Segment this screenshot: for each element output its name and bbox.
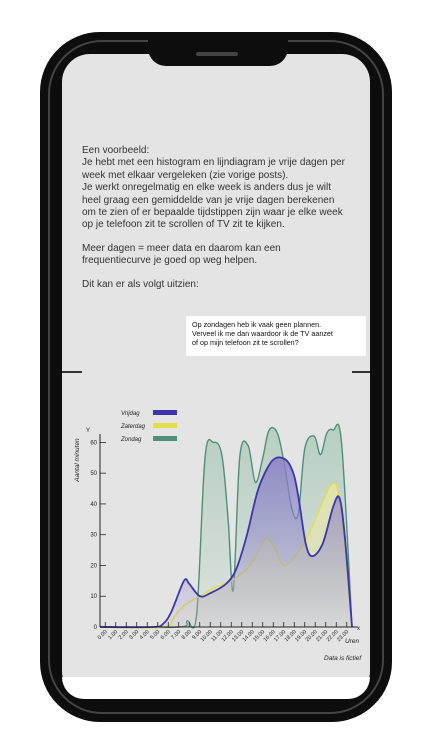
- post-paragraph-1: [82, 145, 364, 232]
- right-divider: [352, 371, 370, 373]
- x-tick-label: 21.00: [315, 629, 330, 644]
- x-tick-label: 16.00: [262, 629, 277, 644]
- y-tick-label: 30: [90, 532, 97, 539]
- y-tick-label: 40: [90, 501, 97, 508]
- x-tick-label: 22.00: [325, 629, 340, 644]
- legend: [120, 410, 177, 443]
- post-line: Je werkt onregelmatig en elke week is anders dus je wilt: [82, 182, 332, 194]
- x-tick-label: 3.00: [128, 629, 141, 641]
- x-tick-label: 13.00: [231, 629, 246, 644]
- tooltip-line: Op zondagen heb ik vaak geen plannen.: [192, 320, 322, 329]
- legend-label: Vrijdag: [121, 411, 140, 417]
- x-tick-label: 14.00: [241, 629, 256, 644]
- x-tick-label: 0.00: [96, 629, 109, 641]
- post-line: Meer dagen = meer data en daarom kan een: [82, 242, 281, 254]
- y-tick-label: 20: [90, 563, 97, 570]
- post-paragraph-3: [82, 279, 364, 291]
- x-tick-label: 15.00: [252, 629, 267, 644]
- post-line: week met elkaar vergeleken (zie vorige posts).: [82, 169, 289, 181]
- x-tick-label: 11.00: [210, 629, 225, 643]
- legend-swatch-vrijdag: [153, 410, 177, 415]
- post-text: [82, 145, 364, 302]
- post-line: Dit kan er als volgt uitzien:: [82, 278, 199, 290]
- x-tick-label: 8.00: [180, 629, 193, 641]
- legend-label: Zondag: [121, 437, 142, 443]
- post-line: op je telefoon zit te scrollen of TV zit te kijken.: [82, 219, 285, 231]
- x-tick-label: 12.00: [220, 629, 235, 644]
- y-tick-label: 60: [90, 440, 97, 447]
- tooltip-line: of op mijn telefoon zit te scrollen?: [192, 338, 299, 347]
- series-layer: [100, 424, 352, 628]
- x-tick-label: 5.00: [149, 629, 162, 641]
- x-tick-label: 18.00: [283, 629, 298, 644]
- example-heading: Een voorbeeld:: [82, 145, 150, 156]
- x-tick-label: 9.00: [191, 629, 204, 641]
- x-tick-label: 2.00: [117, 629, 130, 641]
- y-tick-label: 10: [90, 594, 97, 601]
- x-tick-label: 23.00: [336, 629, 351, 644]
- x-axis-title: Uren: [345, 638, 360, 645]
- post-line: om te zien of er bepaalde tijdstippen zijn waar je elke week: [82, 207, 343, 219]
- legend-label: Zaterdag: [121, 424, 146, 430]
- y-axis-letter: Y: [86, 428, 91, 434]
- post-paragraph-2: [82, 243, 364, 268]
- x-tick-label: 4.00: [138, 629, 151, 641]
- x-tick-label: 19.00: [294, 629, 309, 644]
- bottom-white-bar: [62, 677, 370, 699]
- post-line: frequentiecurve je goed op weg helpen.: [82, 255, 258, 267]
- x-axis-letter: x: [357, 626, 360, 632]
- speaker-grille: [196, 52, 238, 56]
- legend-swatch-zondag: [153, 436, 177, 441]
- annotation-tooltip: [186, 316, 366, 356]
- post-line: Je hebt met een histogram en lijndiagram je vrije dagen per: [82, 157, 345, 169]
- y-tick-label: 50: [90, 471, 97, 478]
- x-tick-label: 6.00: [159, 629, 172, 641]
- y-tick-label: 0: [93, 625, 97, 631]
- footnote: Data is fictief: [324, 655, 362, 662]
- x-tick-label: 10.00: [199, 629, 214, 644]
- left-divider: [62, 371, 82, 373]
- x-tick-label: 17.00: [273, 629, 288, 644]
- x-tick-label: 20.00: [304, 629, 319, 644]
- frequency-curve-chart: [62, 390, 370, 675]
- post-line: heel graag een gemiddelde van je vrije dagen berekenen: [82, 194, 335, 206]
- x-tick-label: 1.00: [107, 629, 120, 641]
- legend-swatch-zaterdag: [153, 423, 177, 428]
- tooltip-line: Verveel ik me dan waardoor ik de TV aanzet: [192, 329, 333, 338]
- x-tick-label: 7.00: [170, 629, 183, 641]
- y-axis-title: Aantal minuten: [74, 438, 81, 482]
